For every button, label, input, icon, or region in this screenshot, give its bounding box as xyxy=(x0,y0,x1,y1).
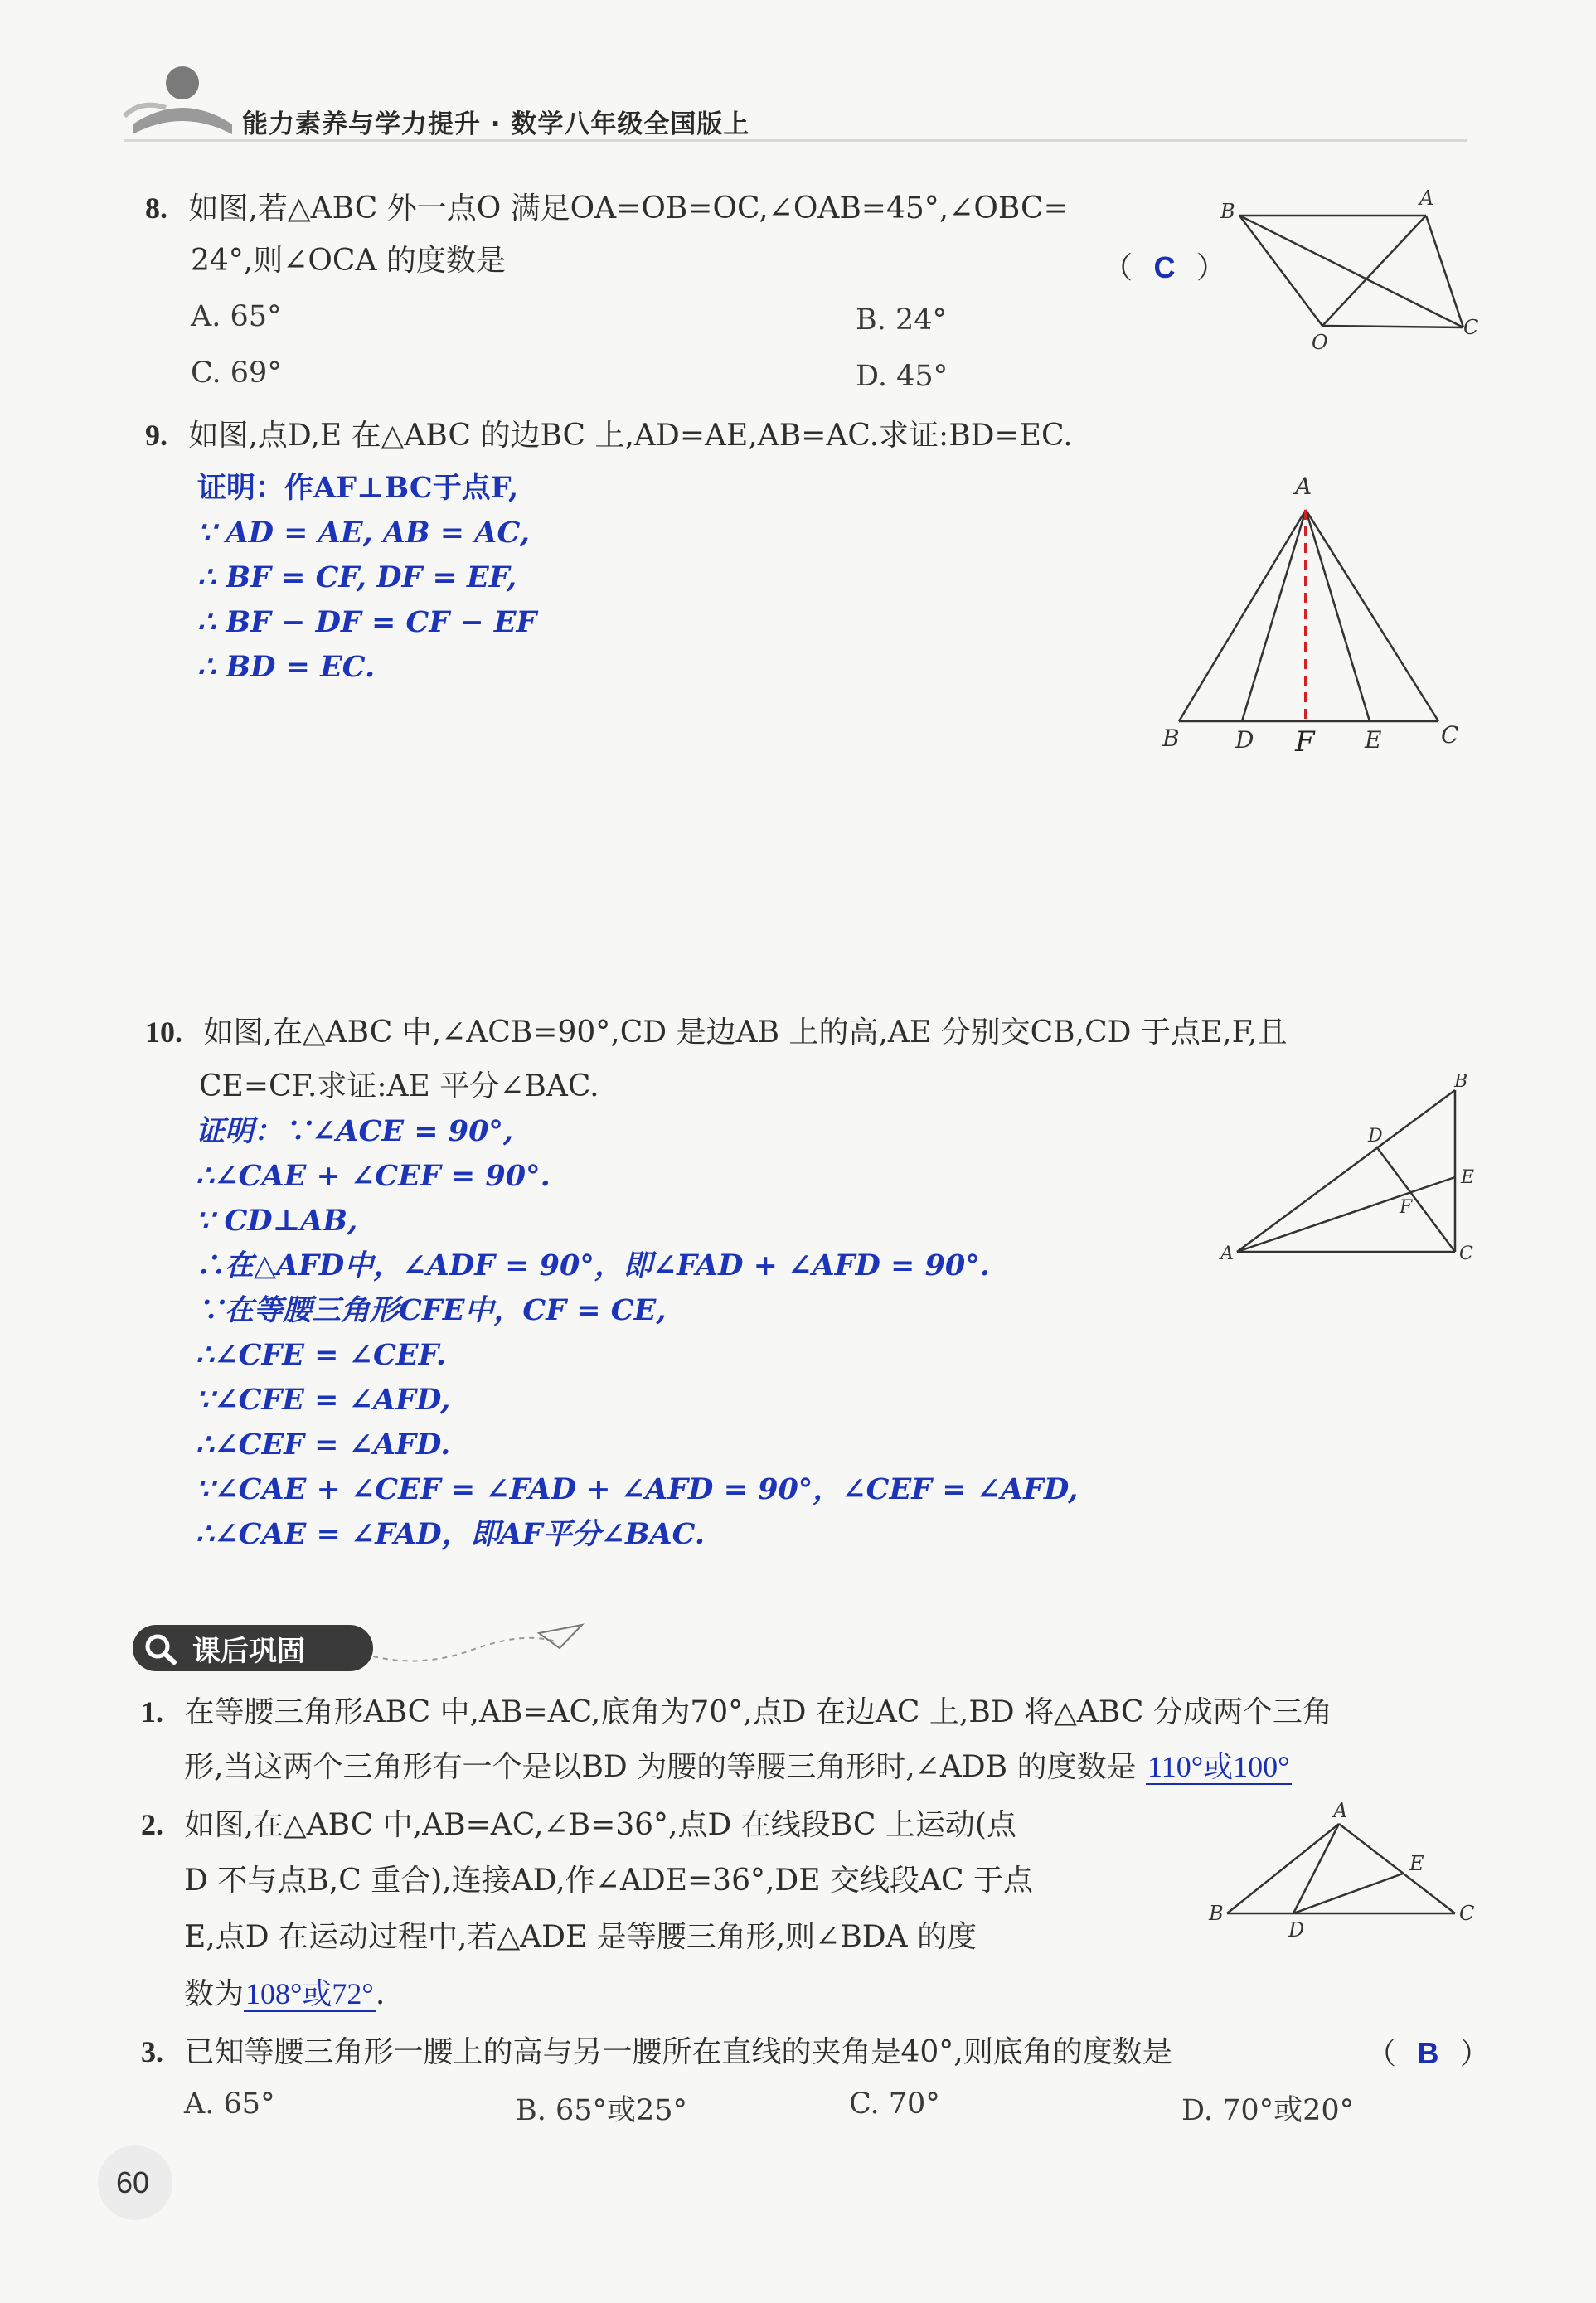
p3-option-d: D. 70°或20° xyxy=(1181,2094,1355,2127)
q9-label-a: A xyxy=(1295,473,1312,500)
p3-answer: B xyxy=(1417,2036,1439,2070)
q8-label-a: A xyxy=(1419,187,1434,210)
q10-proof xyxy=(196,1109,1078,1557)
q10-proof-line: ∴∠CEF = ∠AFD. xyxy=(196,1428,451,1462)
p2-figure xyxy=(1202,1799,1484,1948)
p3-option-c: C. 70° xyxy=(849,2087,940,2121)
q10-label-e: E xyxy=(1461,1167,1475,1188)
q9-text: 如图,点D,E 在△ABC 的边BC 上,AD=AE,AB=AC.求证:BD=EC. xyxy=(188,419,1073,453)
q10-proof-line: ∴在△AFD中，∠ADF = 90°，即∠FAD + ∠AFD = 90°. xyxy=(196,1248,990,1282)
q10-proof-line: ∵ CD⊥AB, xyxy=(196,1204,358,1238)
p1-text-line2: 形,当这两个三角形有一个是以BD 为腰的等腰三角形时,∠ADB 的度数是 xyxy=(184,1750,1137,1784)
q9-line xyxy=(145,416,1073,455)
q9-label-b: B xyxy=(1162,725,1180,752)
q8-line1 xyxy=(145,189,1069,228)
q8-option-c: C. 69° xyxy=(191,356,282,390)
q8-answer-bracket: （ C ） xyxy=(1103,250,1226,285)
p1-line1 xyxy=(141,1693,1332,1732)
q10-label-f: F xyxy=(1400,1197,1413,1218)
q8-number: 8. xyxy=(145,192,167,225)
p1-line2 xyxy=(184,1748,1292,1787)
q10-text-line2: CE=CF.求证:AE 平分∠BAC. xyxy=(199,1069,599,1103)
p2-label-a: A xyxy=(1333,1799,1348,1822)
p1-answer: 110°或100° xyxy=(1147,1750,1290,1783)
q9-proof-line: ∵ AD = AE, AB = AC, xyxy=(197,516,530,550)
q10-label-c: C xyxy=(1459,1244,1473,1264)
p2-label-d: D xyxy=(1288,1918,1305,1942)
q10-number: 10. xyxy=(145,1016,182,1049)
q9-label-c: C xyxy=(1441,721,1459,749)
p1-number: 1. xyxy=(141,1695,163,1728)
p3-option-b: B. 65°或25° xyxy=(516,2094,688,2127)
q8-option-b: B. 24° xyxy=(856,303,948,337)
page-number: 60 xyxy=(116,2165,150,2199)
search-icon xyxy=(141,1631,179,1665)
q9-proof-line: ∴ BD = EC. xyxy=(197,650,376,684)
q10-proof-line: ∴∠CAE = ∠FAD，即AF平分∠BAC. xyxy=(196,1517,706,1551)
q10-label-a: A xyxy=(1220,1244,1234,1264)
q9-number: 9. xyxy=(145,419,167,452)
p3-option-a: A. 65° xyxy=(184,2087,275,2121)
q10-label-b: B xyxy=(1454,1074,1468,1092)
q10-proof-line: ∵∠CFE = ∠AFD, xyxy=(196,1383,451,1417)
q10-proof-line: ∴∠CAE + ∠CEF = 90°. xyxy=(196,1159,551,1193)
q10-proof-line: ∵在等腰三角形CFE中，CF = CE, xyxy=(196,1293,667,1327)
q10-label-d: D xyxy=(1368,1126,1383,1147)
p3-line xyxy=(141,2033,1172,2072)
q9-label-d: D xyxy=(1235,726,1254,754)
q8-answer: C xyxy=(1153,250,1176,284)
q8-text-line1: 如图,若△ABC 外一点O 满足OA=OB=OC,∠OAB=45°,∠OBC= xyxy=(188,192,1069,225)
section-title: 课后巩固 xyxy=(192,1635,305,1668)
q10-figure xyxy=(1219,1074,1492,1281)
q9-proof-line: 证明：作AF⊥BC于点F, xyxy=(197,471,519,505)
reader-logo-icon xyxy=(116,58,240,141)
q8-label-b: B xyxy=(1220,200,1235,223)
q8-option-a: A. 65° xyxy=(191,300,282,333)
q9-label-f: F xyxy=(1295,725,1315,759)
q9-label-e: E xyxy=(1365,726,1382,754)
paper-plane-icon xyxy=(373,1617,589,1675)
q9-proof xyxy=(197,466,536,690)
p3-text: 已知等腰三角形一腰上的高与另一腰所在直线的夹角是40°,则底角的度数是 xyxy=(184,2035,1172,2069)
header-divider xyxy=(124,139,1467,142)
header-logo xyxy=(116,58,240,141)
p3-number: 3. xyxy=(141,2035,163,2068)
q10-text-line1: 如图,在△ABC 中,∠ACB=90°,CD 是边AB 上的高,AE 分别交CB,CD 于点E,F,且 xyxy=(203,1016,1288,1050)
p1-text-line1: 在等腰三角形ABC 中,AB=AC,底角为70°,点D 在边AC 上,BD 将△ABC 分成两个三角 xyxy=(184,1695,1332,1729)
q10-line1 xyxy=(145,1013,1287,1052)
p3-answer-bracket: （ B ） xyxy=(1366,2036,1490,2071)
p2-label-e: E xyxy=(1409,1852,1424,1875)
q8-text-line2: 24°,则∠OCA 的度数是 xyxy=(191,244,506,278)
p2-label-b: B xyxy=(1209,1902,1224,1925)
p2-text-line1: 如图,在△ABC 中,AB=AC,∠B=36°,点D 在线段BC 上运动(点 xyxy=(184,1808,1016,1842)
p2-text-line3: E,点D 在运动过程中,若△ADE 是等腰三角形,则∠BDA 的度 xyxy=(184,1920,977,1954)
q10-proof-line: 证明：∵∠ACE = 90°, xyxy=(196,1114,514,1148)
q8-option-d: D. 45° xyxy=(856,360,948,393)
p2-line1 xyxy=(141,1806,1016,1845)
q8-label-o: O xyxy=(1312,331,1328,352)
q9-proof-line: ∴ BF = CF, DF = EF, xyxy=(197,560,517,594)
p2-label-c: C xyxy=(1459,1902,1475,1925)
p2-text-line4: 数为 xyxy=(184,1977,245,2011)
p2-text-line2: D 不与点B,C 重合),连接AD,作∠ADE=36°,DE 交线段AC 于点 xyxy=(184,1864,1033,1898)
q10-proof-line: ∴∠CFE = ∠CEF. xyxy=(196,1338,447,1372)
q8-figure xyxy=(1210,187,1492,352)
q9-proof-line: ∴ BF − DF = CF − EF xyxy=(197,605,537,639)
p2-number: 2. xyxy=(141,1808,163,1841)
header-title: 能力素养与学力提升 · 数学八年级全国版上 xyxy=(242,109,750,139)
q8-label-c: C xyxy=(1463,316,1479,339)
q9-figure xyxy=(1152,464,1501,763)
p2-line4: 数为108°或72°. xyxy=(184,1977,386,2011)
q10-proof-line: ∵∠CAE + ∠CEF = ∠FAD + ∠AFD = 90°，∠CEF = ∠AFD, xyxy=(196,1472,1079,1506)
p2-answer: 108°或72° xyxy=(245,1977,374,2010)
